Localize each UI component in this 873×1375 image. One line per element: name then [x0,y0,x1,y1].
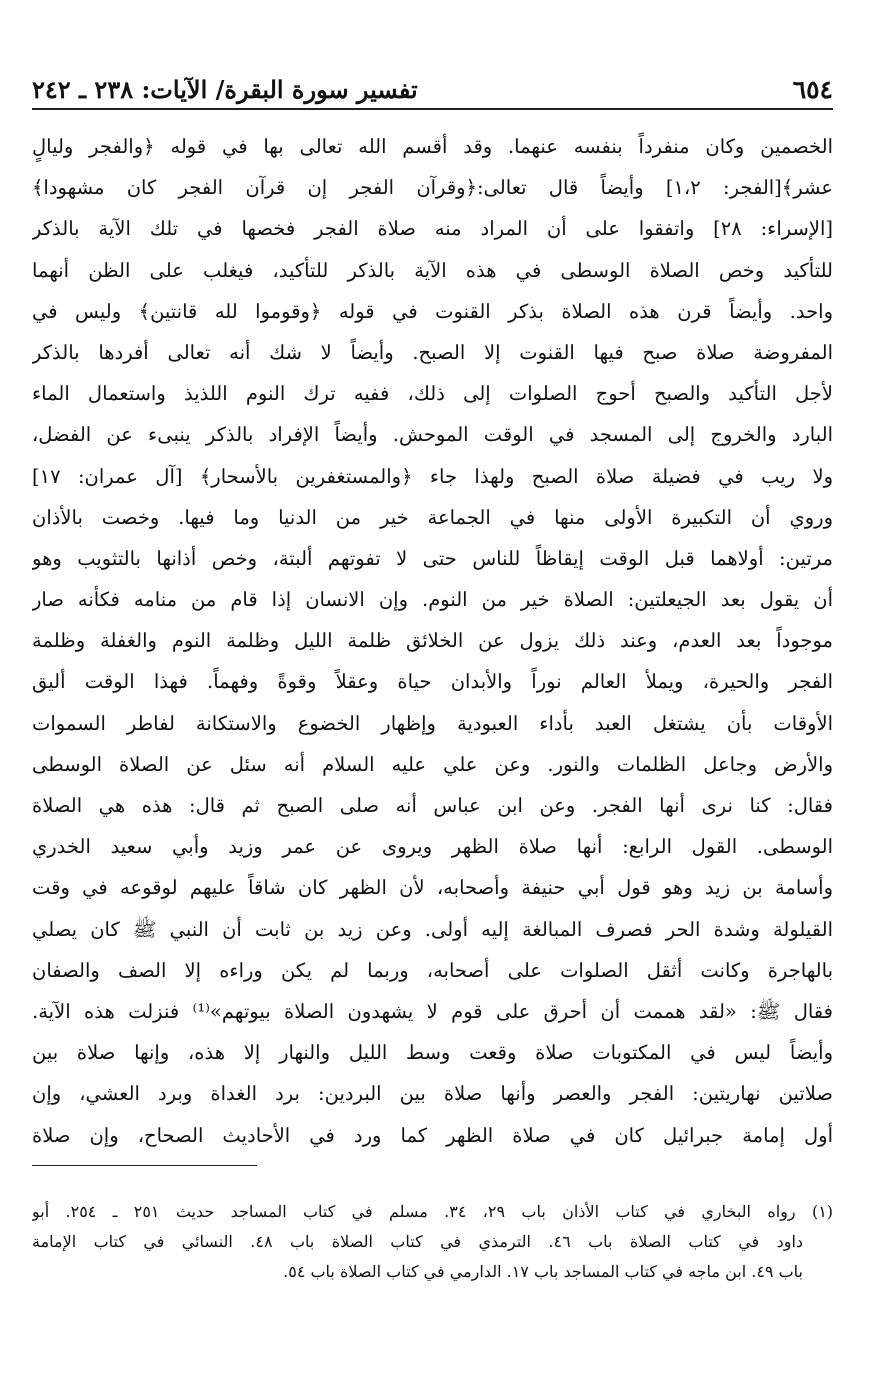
text-line: وروي أن التكبيرة الأولى منها في الجماعة خير من الدنيا وما فيها. وخصت بالأذان [32,505,833,529]
text-line: أن يقول بعد الجيعلتين: الصلاة خير من النوم. وإن الانسان إذا قام من منامه فكأنه صار [32,588,833,612]
footnotes [32,1197,833,1287]
text-line: البارد والخروج إلى المسجد في الوقت الموحش. وأيضاً الإفراد بالذكر ينبىء عن الفضل، [32,423,833,447]
text-line: والأرض وجاعل الظلمات والنور. وعن علي عليه السلام أنه سئل عن الصلاة الوسطى [32,752,833,776]
text-line: [الإسراء: ٢٨] واتفقوا على أن المراد منه صلاة الفجر فخصها في تلك الآية بالذكر [32,217,833,241]
text-line: عشر﴾[الفجر: ١،٢] وأيضاً قال تعالى:﴿وقرآن الفجر إن قرآن الفجر كان مشهودا﴾ [32,176,833,200]
text-line: الوسطى. القول الرابع: أنها صلاة الظهر ويروى عن عمر وزيد وأبي سعيد الخدري [32,835,833,859]
footnote-separator [32,1165,257,1166]
body-text [32,126,833,1156]
text-line: موجوداً بعد العدم، وعند ذلك يزول عن الخلائق ظلمة الليل وظلمة النوم والغفلة وظلمة [32,629,833,653]
text-line: الفجر والحيرة، ويملأ العالم نوراً والأبدان حياة وعقلاً وقوةً وفهماً. فهذا الوقت أليق [32,670,833,694]
text-line: للتأكيد وخص الصلاة الوسطى في هذه الآية بالذكر للتأكيد، فيغلب على الظن أنهما [32,258,833,282]
text-line: وأسامة بن زيد وهو قول أبي حنيفة وأصحابه، لأن الظهر كان شاقاً عليهم لوقوعه في وقت [32,876,833,900]
text-line: صلاتين نهاريتين: الفجر والعصر وأنها صلاة بين البردين: برد الغداة وبرد العشي، وإن [32,1082,833,1106]
text-line: بالهاجرة وكانت أثقل الصلوات على أصحابه، وربما لم يكن وراءه إلا الصف والصفان [32,958,833,982]
footnote-line: (١) رواه البخاري في كتاب الأذان باب ٢٩، ٣٤. مسلم في كتاب المساجد حديث ٢٥١ ـ ٢٥٤. أبو [32,1202,833,1221]
text-line: ولا ريب في فضيلة صلاة الصبح ولهذا جاء ﴿والمستغفرين بالأسحار﴾ [آل عمران: ١٧] [32,464,833,488]
text-line: الأوقات بأن يشتغل العبد بأداء العبودية وإظهار الخضوع والاستكانة لفاطر السموات [32,711,833,735]
text-line: واحد. وأيضاً قرن هذه الصلاة بذكر القنوت في قوله ﴿وقوموا لله قانتين﴾ وليس في [32,299,833,323]
text-line: فقال ﷺ: «لقد هممت أن أحرق على قوم لا يشهدون الصلاة بيوتهم»⁽¹⁾ فنزلت هذه الآية. [32,999,833,1023]
text-line: القيلولة وشدة الحر فصرف المبالغة إليه أولى. وعن زيد بن ثابت أن النبي ﷺ كان يصلي [32,917,833,941]
running-title: تفسير سورة البقرة/ الآيات: ٢٣٨ ـ ٢٤٢ [32,75,418,104]
text-line: المفروضة صلاة صبح فيها القنوت إلا الصبح. وأيضاً لا شك أنه تعالى أفردها بالذكر [32,340,833,364]
text-line: مرتين: أولاهما قبل الوقت إيقاظاً للناس حتى لا تفوتهم ألبتة، وخص أذانها بالتثويب وهو [32,546,833,570]
text-line: أول إمامة جبرائيل كان في صلاة الظهر كما ورد في الأحاديث الصحاح، وإن صلاة [32,1123,833,1147]
text-line: وأيضاً ليس في المكتوبات صلاة وقعت وسط الليل والنهار إلا هذه، وإنها صلاة بين [32,1041,833,1065]
text-line: لأجل التأكيد والصبح أحوج الصلوات إلى ذلك، ففيه ترك النوم اللذيذ واستعمال الماء [32,382,833,406]
footnote-line: داود في كتاب الصلاة باب ٤٦. الترمذي في كتاب الصلاة باب ٤٨. النسائي في كتاب الإمامة [32,1232,804,1251]
text-line: الخصمين وكان منفرداً بنفسه عنهما. وقد أقسم الله تعالى بها في قوله ﴿والفجر وليالٍ [32,135,833,158]
footnote-line: باب ٤٩. ابن ماجه في كتاب المساجد باب ١٧. الدارمي في كتاب الصلاة باب ٥٤. [283,1262,803,1281]
text-line: فقال: كنا نرى أنها الفجر. وعن ابن عباس أنه صلى الصبح ثم قال: هذه هي الصلاة [32,794,833,817]
page-number: ٦٥٤ [792,75,833,104]
page-header [32,68,833,110]
